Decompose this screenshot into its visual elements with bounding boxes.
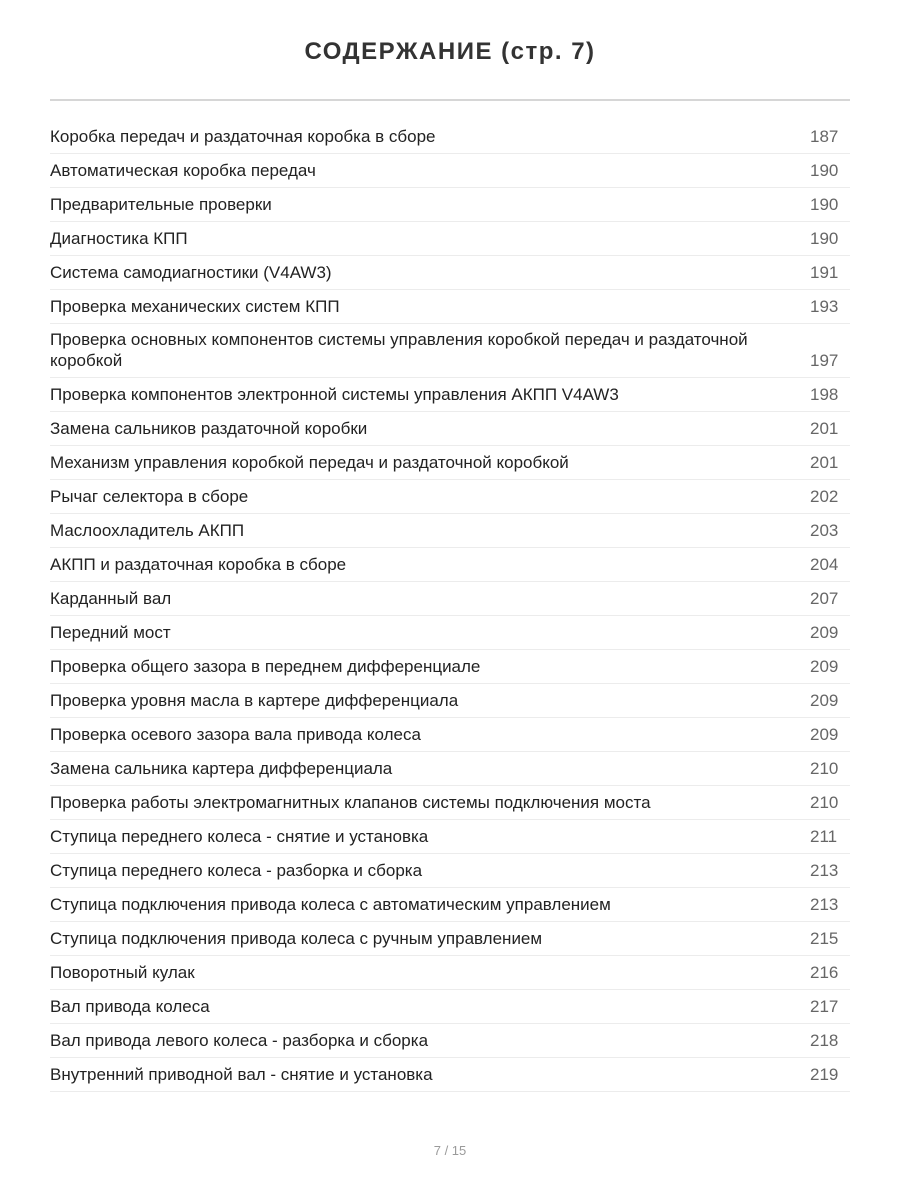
toc-entry-title: Вал привода колеса	[50, 997, 210, 1016]
toc-entry-page-number: 202	[810, 487, 839, 506]
toc-entry-page-number: 217	[810, 997, 839, 1016]
toc-entry-page-number: 209	[810, 725, 839, 744]
toc-entry[interactable]	[50, 888, 850, 922]
toc-entry-page-number: 213	[810, 895, 839, 914]
toc-entry-page-number: 210	[810, 759, 839, 778]
toc-entry-page-number: 203	[810, 521, 839, 540]
toc-entry-page-number: 190	[810, 161, 839, 180]
toc-entry-title: Ступица переднего колеса - снятие и установка	[50, 827, 429, 846]
toc-entry[interactable]	[50, 480, 850, 514]
toc-entry-page-number: 219	[810, 1065, 839, 1084]
toc-entry-title: Карданный вал	[50, 589, 172, 608]
toc-entry-page-number: 193	[810, 297, 839, 316]
toc-entry-title: Ступица переднего колеса - разборка и сборка	[50, 861, 423, 880]
toc-entry[interactable]	[50, 752, 850, 786]
toc-entry[interactable]	[50, 548, 850, 582]
toc-entry[interactable]	[50, 718, 850, 752]
toc-entry-page-number: 211	[810, 827, 838, 846]
toc-entry-page-number: 191	[810, 263, 839, 282]
toc-entry-page-number: 215	[810, 929, 839, 948]
toc-entry-title: Автоматическая коробка передач	[50, 161, 316, 180]
toc-entry-page-number: 209	[810, 691, 839, 710]
toc-entry-page-number: 209	[810, 623, 839, 642]
toc-entry-title: Предварительные проверки	[50, 195, 272, 214]
toc-entry-page-number: 216	[810, 963, 839, 982]
toc-entry-title: Проверка механических систем КПП	[50, 297, 340, 316]
toc-entry[interactable]	[50, 378, 850, 412]
toc-entry[interactable]	[50, 188, 850, 222]
toc-entry-page-number: 187	[810, 127, 839, 146]
toc-entry-title: Вал привода левого колеса - разборка и сборка	[50, 1031, 429, 1050]
toc-entry-title: Передний мост	[50, 623, 171, 642]
toc-entry-title: Поворотный кулак	[50, 963, 195, 982]
toc-entry-title: АКПП и раздаточная коробка в сборе	[50, 555, 347, 574]
title-divider	[50, 99, 850, 101]
toc-entry[interactable]	[50, 446, 850, 480]
toc-entry-title: Механизм управления коробкой передач и раздаточной коробкой	[50, 453, 569, 472]
toc-entry[interactable]	[50, 820, 850, 854]
toc-entry-page-number: 190	[810, 195, 839, 214]
toc-entry-page-number: 210	[810, 793, 839, 812]
toc-entry-page-number: 218	[810, 1031, 839, 1050]
toc-entry-title: Ступица подключения привода колеса с автоматическим управлением	[50, 895, 611, 914]
toc-entry-title: Проверка основных компонентов системы управления коробкой передач и раздаточной коробкой	[50, 330, 748, 370]
toc-entry-page-number: 201	[810, 453, 839, 472]
toc-entry-page-number: 190	[810, 229, 839, 248]
toc-entry-page-number: 213	[810, 861, 839, 880]
page-title: СОДЕРЖАНИЕ (стр. 7)	[304, 38, 596, 65]
toc-entry[interactable]	[50, 854, 850, 888]
toc-entry[interactable]	[50, 412, 850, 446]
toc-entry-title: Коробка передач и раздаточная коробка в сборе	[50, 127, 436, 146]
toc-entry-page-number: 198	[810, 385, 839, 404]
toc-entry-page-number: 197	[810, 351, 839, 370]
toc-entry[interactable]	[50, 616, 850, 650]
toc-entry[interactable]	[50, 1058, 850, 1092]
toc-entry-page-number: 209	[810, 657, 839, 676]
toc-entry-title: Ступица подключения привода колеса с ручным управлением	[50, 929, 543, 948]
toc-entry[interactable]	[50, 324, 850, 378]
toc-entry[interactable]	[50, 222, 850, 256]
page-number-indicator: 7 / 15	[433, 1143, 467, 1158]
toc-entry[interactable]	[50, 582, 850, 616]
toc-entry-title: Проверка осевого зазора вала привода колеса	[50, 725, 421, 744]
toc-entry-title: Проверка уровня масла в картере дифференциала	[50, 691, 459, 710]
toc-entry[interactable]	[50, 684, 850, 718]
toc-entry-title: Замена сальника картера дифференциала	[50, 759, 393, 778]
toc-entry-title: Рычаг селектора в сборе	[50, 487, 249, 506]
toc-entry[interactable]	[50, 1024, 850, 1058]
toc-entry-title: Диагностика КПП	[50, 229, 188, 248]
toc-entry[interactable]	[50, 786, 850, 820]
toc-entry-page-number: 207	[810, 589, 839, 608]
toc-entry[interactable]	[50, 154, 850, 188]
toc-entry-title: Проверка работы электромагнитных клапанов системы подключения моста	[50, 793, 651, 812]
toc-entry[interactable]	[50, 514, 850, 548]
toc-entry-title: Замена сальников раздаточной коробки	[50, 419, 368, 438]
table-of-contents	[50, 120, 850, 1092]
toc-entry[interactable]	[50, 120, 850, 154]
toc-entry-title: Система самодиагностики (V4AW3)	[50, 263, 332, 282]
toc-entry[interactable]	[50, 256, 850, 290]
toc-entry[interactable]	[50, 650, 850, 684]
toc-entry-page-number: 201	[810, 419, 839, 438]
toc-entry-title: Внутренний приводной вал - снятие и установка	[50, 1065, 433, 1084]
toc-entry-title: Проверка компонентов электронной системы управления АКПП V4AW3	[50, 385, 619, 404]
toc-entry[interactable]	[50, 956, 850, 990]
toc-entry[interactable]	[50, 290, 850, 324]
toc-entry-page-number: 204	[810, 555, 839, 574]
toc-entry-title: Маслоохладитель АКПП	[50, 521, 245, 540]
toc-entry-title: Проверка общего зазора в переднем дифференциале	[50, 657, 481, 676]
toc-entry[interactable]	[50, 990, 850, 1024]
toc-entry[interactable]	[50, 922, 850, 956]
